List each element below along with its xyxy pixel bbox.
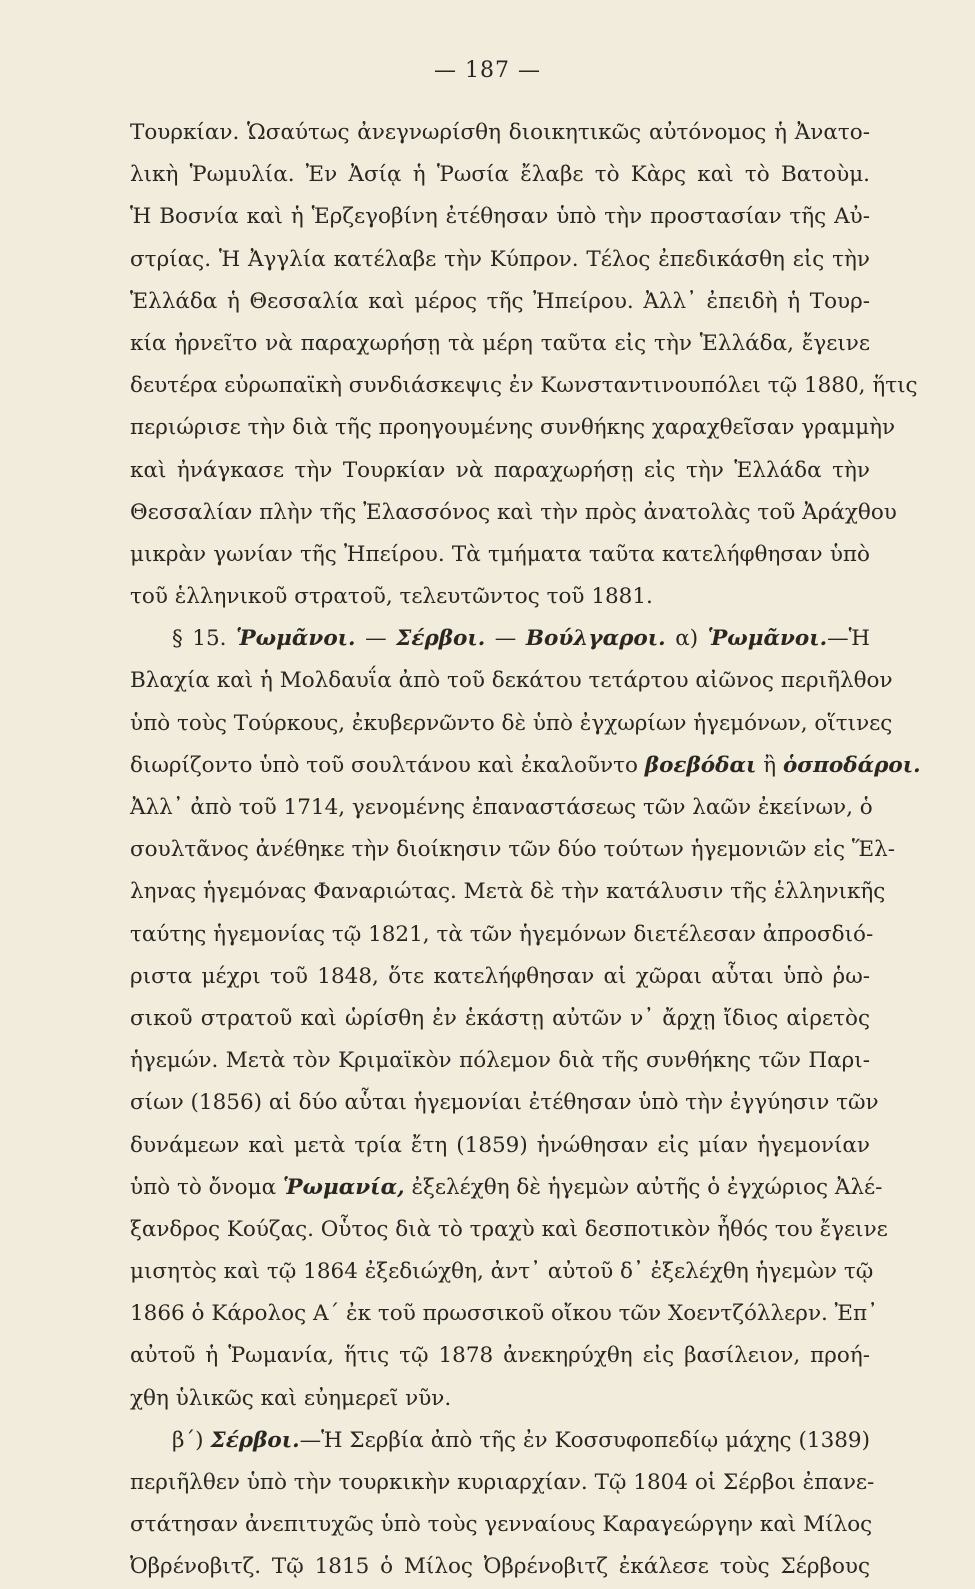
emphasized-term: βοεβόδαι: [644, 752, 757, 778]
text-line: [130, 196, 870, 238]
text-run: κία ἠρνεῖτο νὰ παραχωρήσῃ τὰ μέρη ταῦτα εἰς τὴν Ἑλλάδα, ἔγεινε: [130, 330, 870, 356]
text-run: —Ἡ: [827, 626, 870, 652]
text-run: περιώρισε τὴν διὰ τῆς προηγουμένης συνθήκης χαραχθεῖσαν γραμμὴν: [130, 415, 896, 441]
text-run: μικρὰν γωνίαν τῆς Ἠπείρου. Τὰ τμήματα ταῦτα κατελήφθησαν ὑπὸ: [130, 541, 870, 567]
text-line: [130, 1378, 870, 1420]
text-run: § 15.: [172, 626, 237, 652]
emphasized-term: ὁσποδάροι.: [782, 752, 921, 778]
text-line: [130, 871, 886, 913]
text-line: [130, 1209, 888, 1251]
text-run: —: [485, 626, 526, 652]
text-run: Ἀλλ᾽ ἀπὸ τοῦ 1714, γενομένης ἐπαναστάσεως τῶν λαῶν ἐκείνων, ὁ: [130, 795, 873, 820]
text-run: σουλτᾶνος ἀνέθηκε τὴν διοίκησιν τῶν δύο τούτων ἡγεμονιῶν εἰς Ἕλ-: [130, 837, 896, 863]
text-line: [130, 660, 893, 702]
text-run: αὐτοῦ ἡ Ῥωμανία, ἥτις τῷ 1878 ἀνεκηρύχθη εἰς βασίλειον, προή-: [130, 1343, 870, 1369]
text-line: [130, 703, 893, 745]
text-line: [130, 1167, 883, 1209]
text-run: ἢ: [756, 752, 783, 778]
text-run: στρίας. Ἡ Ἀγγλία κατέλαβε τὴν Κύπρον. Τέλος ἐπεδικάσθη εἰς τὴν: [130, 246, 870, 272]
text-line: [130, 239, 870, 281]
text-line: [130, 914, 874, 956]
text-run: περιῆλθεν ὑπὸ τὴν τουρκικὴν κυριαρχίαν. Τῷ 1804 οἱ Σέρβοι ἐπανε-: [130, 1470, 875, 1495]
text-run: Τουρκίαν. Ὡσαύτως ἀνεγνωρίσθη διοικητικῶς αὐτόνομος ἡ Ἀνατο-: [130, 120, 870, 145]
text-run: ληνας ἡγεμόνας Φαναριώτας. Μετὰ δὲ τὴν κατάλυσιν τῆς ἑλληνικῆς: [130, 879, 886, 905]
emphasized-term: Ῥωμανία,: [282, 1174, 405, 1200]
text-line: [130, 365, 918, 407]
emphasized-term: Βούλγαροι.: [525, 626, 666, 652]
text-line: [130, 407, 896, 449]
text-line: [130, 829, 896, 871]
text-run: β΄): [172, 1427, 211, 1453]
text-run: ταύτης ἡγεμονίας τῷ 1821, τὰ τῶν ἡγεμόνων διετέλεσαν ἀπροσδιό-: [130, 921, 874, 947]
text-line: [130, 1462, 875, 1504]
text-line: [130, 450, 870, 492]
text-run: —Ἡ Σερβία ἀπὸ τῆς ἐν Κοσσυφοπεδίῳ μάχης (1389): [299, 1427, 870, 1453]
page-number: — 187 —: [434, 58, 541, 83]
text-line: [130, 492, 897, 534]
text-line: [130, 1125, 870, 1167]
text-line: [130, 1335, 870, 1377]
text-run: ξανδρος Κούζας. Οὗτος διὰ τὸ τραχὺ καὶ δεσποτικὸν ἦθός του ἔγεινε: [130, 1216, 888, 1242]
text-run: Θεσσαλίαν πλὴν τῆς Ἐλασσόνος καὶ τὴν πρὸς ἀνατολὰς τοῦ Ἀράχθου: [130, 499, 897, 525]
emphasized-term: Σέρβοι.: [210, 1427, 300, 1453]
text-run: καὶ ἠνάγκασε τὴν Τουρκίαν νὰ παραχωρήσῃ εἰς τὴν Ἑλλάδα τὴν: [130, 457, 870, 483]
text-line: [130, 1504, 873, 1546]
text-line: [130, 1546, 870, 1588]
text-line: [130, 112, 870, 154]
text-run: στάτησαν ἀνεπιτυχῶς ὑπὸ τοὺς γενναίους Καραγεώργην καὶ Μίλος: [130, 1512, 873, 1538]
text-line: [130, 1420, 870, 1462]
text-run: χθη ὑλικῶς καὶ εὐημερεῖ νῦν.: [130, 1385, 452, 1411]
text-line: [130, 1251, 874, 1293]
text-run: σίων (1856) αἱ δύο αὗται ἡγεμονίαι ἐτέθησαν ὑπὸ τὴν ἐγγύησιν τῶν: [130, 1090, 879, 1116]
emphasized-term: Ῥωμᾶνοι.: [707, 626, 828, 652]
text-line: [130, 787, 873, 829]
text-run: Ἡ Βοσνία καὶ ἡ Ἑρζεγοβίνη ἐτέθησαν ὑπὸ τὴν προστασίαν τῆς Αὐ-: [130, 204, 870, 230]
text-run: δυνάμεων καὶ μετὰ τρία ἔτη (1859) ἡνώθησαν εἰς μίαν ἡγεμονίαν: [130, 1132, 870, 1158]
text-run: ὑπὸ τοὺς Τούρκους, ἐκυβερνῶντο δὲ ὑπὸ ἐγχωρίων ἡγεμόνων, οἵτινες: [130, 710, 893, 736]
text-line: [130, 1293, 878, 1335]
text-run: ὑπὸ τὸ ὄνομα: [130, 1174, 283, 1200]
text-run: Βλαχία καὶ ἡ Μολδαυΐα ἀπὸ τοῦ δεκάτου τετάρτου αἰῶνος περιῆλθον: [130, 668, 893, 694]
text-line: [130, 281, 870, 323]
text-line: [130, 1082, 879, 1124]
text-line: [130, 618, 870, 660]
text-line: [130, 534, 870, 576]
text-run: —: [355, 626, 397, 652]
text-run: μισητὸς καὶ τῷ 1864 ἐξεδιώχθη, ἀντ᾽ αὐτοῦ δ᾽ ἐξελέχθη ἡγεμὼν τῷ: [130, 1259, 874, 1285]
text-run: Ὀβρένοβιτζ. Τῷ 1815 ὁ Μίλος Ὀβρένοβιτζ ἐκάλεσε τοὺς Σέρβους: [130, 1554, 870, 1580]
text-run: ἡγεμών. Μετὰ τὸν Κριμαϊκὸν πόλεμον διὰ τῆς συνθήκης τῶν Παρι-: [130, 1048, 870, 1074]
text-line: [130, 1040, 870, 1082]
text-run: λικὴ Ῥωμυλία. Ἐν Ἀσίᾳ ἡ Ῥωσία ἔλαβε τὸ Κὰρς καὶ τὸ Βατοὺμ.: [130, 162, 870, 188]
text-run: ριστα μέχρι τοῦ 1848, ὅτε κατελήφθησαν αἱ χῶραι αὗται ὑπὸ ῥω-: [130, 963, 870, 989]
text-run: Ἑλλάδα ἡ Θεσσαλία καὶ μέρος τῆς Ἠπείρου. Ἀλλ᾽ ἐπειδὴ ἡ Τουρ-: [130, 288, 870, 314]
text-run: ἐξελέχθη δὲ ἡγεμὼν αὐτῆς ὁ ἐγχώριος Ἀλέ-: [404, 1174, 883, 1200]
text-line: [130, 956, 870, 998]
text-run: τοῦ ἑλληνικοῦ στρατοῦ, τελευτῶντος τοῦ 1881.: [130, 584, 653, 610]
text-run: δευτέρα εὐρωπαϊκὴ συνδιάσκεψις ἐν Κωνσταντινουπόλει τῷ 1880, ἥτις: [130, 373, 918, 399]
text-line: [130, 745, 921, 787]
text-line: [130, 576, 870, 618]
emphasized-term: Ῥωμᾶνοι.: [236, 626, 356, 652]
text-line: [130, 998, 870, 1040]
text-line: [130, 154, 870, 196]
text-run: διωρίζοντο ὑπὸ τοῦ σουλτάνου καὶ ἐκαλοῦντο: [130, 752, 645, 778]
body-text: [130, 112, 921, 1589]
emphasized-term: Σέρβοι.: [396, 626, 486, 652]
text-run: α): [665, 626, 708, 652]
text-line: [130, 323, 870, 365]
text-run: 1866 ὁ Κάρολος Α΄ ἐκ τοῦ πρωσσικοῦ οἴκου τῶν Χοεντζόλλερν. Ἐπ᾽: [130, 1301, 878, 1327]
text-run: σικοῦ στρατοῦ καὶ ὡρίσθη ἐν ἑκάστῃ αὐτῶν ν᾽ ἄρχῃ ἴδιος αἱρετὸς: [130, 1005, 870, 1031]
